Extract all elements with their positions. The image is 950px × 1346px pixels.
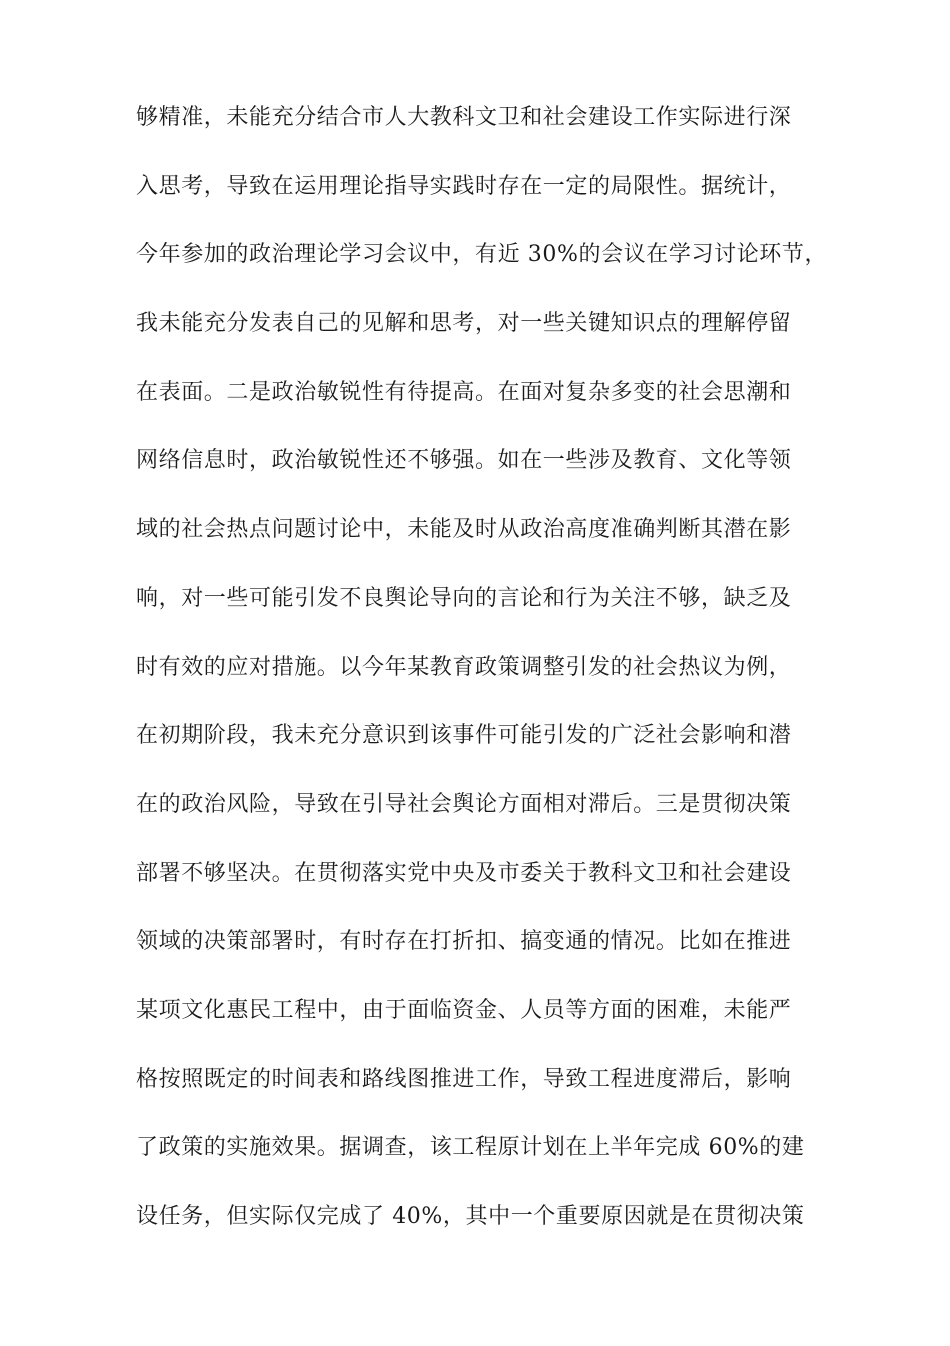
- text-line: 在表面。二是政治敏锐性有待提高。在面对复杂多变的社会思潮和: [136, 379, 792, 405]
- text-line: 设任务，但实际仅完成了 40%，其中一个重要原因就是在贯彻决策: [136, 1204, 805, 1229]
- text-line: 域的社会热点问题讨论中，未能及时从政治高度准确判断其潜在影: [136, 517, 792, 543]
- text-line: 格按照既定的时间表和路线图推进工作，导致工程进度滞后，影响: [136, 1066, 792, 1092]
- text-line: 我未能充分发表自己的见解和思考，对一些关键知识点的理解停留: [136, 311, 792, 337]
- text-line: 领域的决策部署时，有时存在打折扣、搞变通的情况。比如在推进: [136, 929, 792, 955]
- text-line: 今年参加的政治理论学习会议中，有近 30%的会议在学习讨论环节，: [136, 242, 828, 268]
- text-line: 在的政治风险，导致在引导社会舆论方面相对滞后。三是贯彻决策: [136, 791, 792, 817]
- text-line: 部署不够坚决。在贯彻落实党中央及市委关于教科文卫和社会建设: [136, 860, 792, 886]
- body-text: [136, 95, 836, 1263]
- text-line: 入思考，导致在运用理论指导实践时存在一定的局限性。据统计，: [136, 173, 792, 199]
- text-line: 时有效的应对措施。以今年某教育政策调整引发的社会热议为例，: [136, 654, 792, 680]
- text-line: 网络信息时，政治敏锐性还不够强。如在一些涉及教育、文化等领: [136, 448, 792, 474]
- text-line: 响，对一些可能引发不良舆论导向的言论和行为关注不够，缺乏及: [136, 585, 792, 611]
- text-line: 够精准，未能充分结合市人大教科文卫和社会建设工作实际进行深: [136, 105, 792, 130]
- text-line: 了政策的实施效果。据调查，该工程原计划在上半年完成 60%的建: [136, 1135, 805, 1161]
- text-line: 某项文化惠民工程中，由于面临资金、人员等方面的困难，未能严: [136, 997, 792, 1023]
- text-line: 在初期阶段，我未充分意识到该事件可能引发的广泛社会影响和潜: [136, 723, 792, 749]
